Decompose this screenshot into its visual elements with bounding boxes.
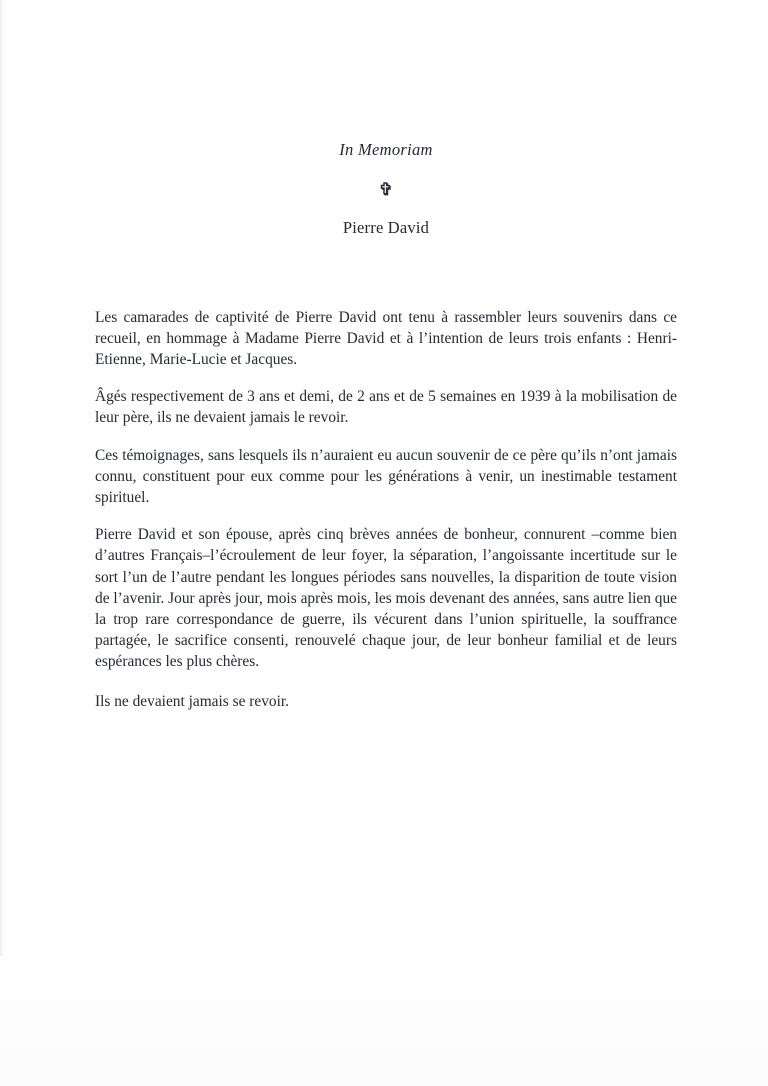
paragraph-2: Âgés respectivement de 3 ans et demi, de 2 ans et de 5 semaines en 1939 à la mobilisation de leur père, ils ne devaient jamais le revoir. [95,388,677,427]
paragraph-1: Les camarades de captivité de Pierre David ont tenu à rassembler leurs souvenirs dans ce recueil, en hommage à Madame Pierre David et à l’intention de leurs trois enfants : Henri-Etienne, Marie-Lucie et Jacques. [95,308,677,368]
scan-edge-bottom [0,956,768,1086]
page-content [95,0,677,712]
paragraph-4: Pierre David et son épouse, après cinq brèves années de bonheur, connurent –comme bien d’autres Français–l’écroulement de leur foyer, la séparation, l’angoissante incertitude sur le sort l’un de l’autre pendant les longues périodes sans nouvelles, la disparition de toute vision de l’avenir. Jour après jour, mois après mois, les mois devenant des années, sans autre lien que la trop rare correspondance de guerre, ils vécurent dans l’union spirituelle, la souffrance partagée, le sacrifice consenti, renouvelé chaque jour, de leur bonheur familial et de leurs espérances les plus chères. [95,526,677,671]
deceased-name: Pierre David [342,217,430,237]
masthead [95,140,677,238]
page-title: In Memoriam [339,140,433,159]
paragraph-3: Ces témoignages, sans lesquels ils n’auraient eu aucun souvenir de ce père qu’ils n’ont jamais connu, constituent pour eux comme pour les générations à venir, un inestimable testament spirituel. [95,446,677,507]
paragraph-5-closing: Ils ne devaient jamais se revoir. [95,692,290,710]
latin-cross-icon: ✞ [378,179,394,199]
scan-edge-left [0,0,5,1086]
body-text [95,307,677,712]
